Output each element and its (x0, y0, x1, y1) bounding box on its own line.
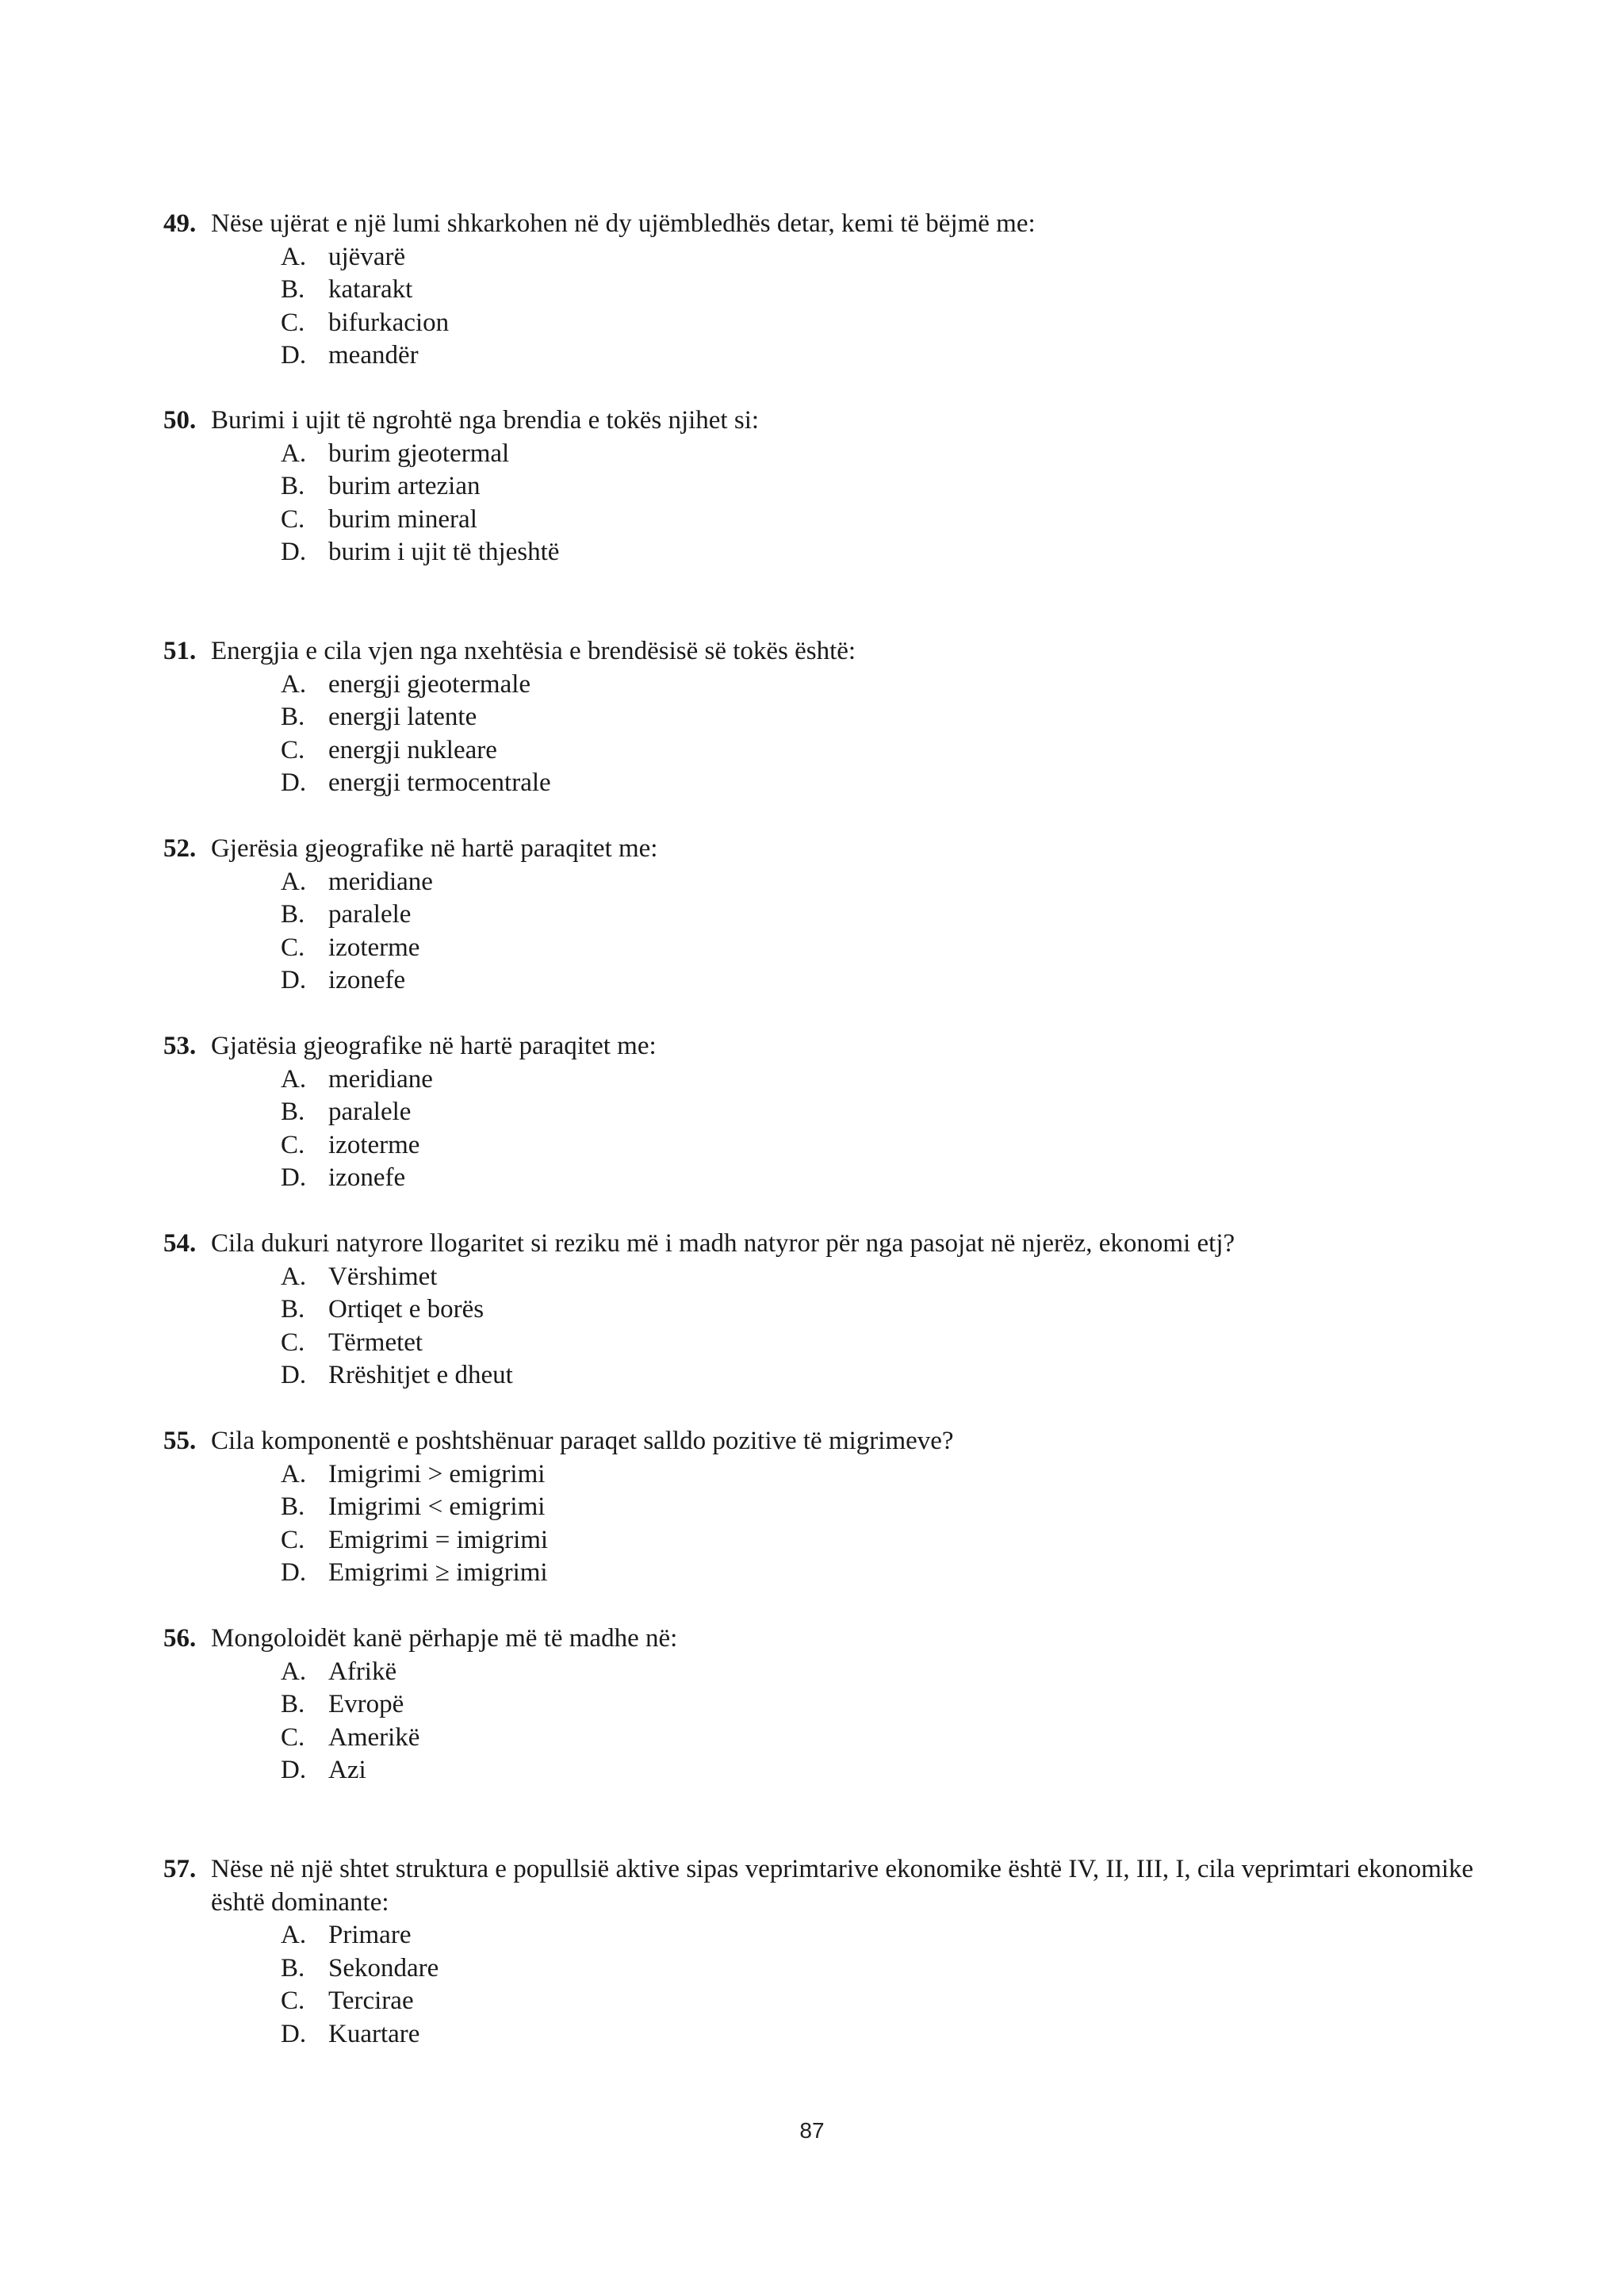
option-letter: D. (281, 2019, 307, 2048)
option-a (163, 438, 1496, 471)
question-header (163, 1853, 1496, 1919)
option-letter: B. (281, 1953, 305, 1983)
option-c (163, 932, 1496, 965)
option-a (163, 669, 1496, 702)
question-header (163, 1228, 1496, 1261)
question-text: Gjatësia gjeografike në hartë paraqitet me: (211, 1032, 657, 1060)
option-text: Sekondare (328, 1953, 439, 1983)
option-text: izoterme (328, 1130, 420, 1159)
option-letter: D. (281, 1558, 307, 1587)
option-letter: A. (281, 1459, 307, 1488)
question-51 (163, 635, 1496, 800)
option-list (163, 241, 1496, 373)
option-text: Primare (328, 1921, 412, 1949)
option-b (163, 274, 1496, 307)
option-b (163, 1688, 1496, 1722)
question-header (163, 1622, 1496, 1656)
question-52 (163, 833, 1496, 998)
question-number: 57. (163, 1855, 197, 1883)
option-letter: D. (281, 1756, 307, 1784)
question-text: Burimi i ujit të ngrohtë nga brendia e tokës njihet si: (211, 406, 760, 435)
option-letter: C. (281, 1525, 305, 1554)
option-text: Tërmetet (328, 1327, 423, 1357)
question-text: Nëse ujërat e një lumi shkarkohen në dy ujëmbledhës detar, kemi të bëjmë me: (211, 209, 1036, 238)
option-c (163, 1524, 1496, 1557)
option-b (163, 1293, 1496, 1327)
option-text: Vërshimet (328, 1262, 438, 1291)
option-d (163, 536, 1496, 569)
option-d (163, 964, 1496, 998)
option-letter: B. (281, 1690, 305, 1718)
question-text: Cila komponentë e poshtshënuar paraqet salldo pozitive të migrimeve? (211, 1427, 954, 1455)
question-number: 56. (163, 1624, 197, 1653)
option-a (163, 1919, 1496, 1952)
option-text: paralele (328, 900, 412, 929)
option-letter: D. (281, 538, 307, 566)
question-number: 55. (163, 1427, 197, 1455)
option-a (163, 1063, 1496, 1097)
option-letter: D. (281, 768, 307, 797)
option-letter: A. (281, 1657, 307, 1686)
question-49 (163, 208, 1496, 373)
option-text: ujëvarë (328, 242, 406, 271)
question-header (163, 208, 1496, 241)
option-letter: D. (281, 1361, 307, 1389)
option-text: izonefe (328, 1163, 406, 1192)
option-letter: C. (281, 933, 305, 962)
option-letter: C. (281, 735, 305, 764)
option-letter: A. (281, 669, 307, 699)
option-b (163, 1491, 1496, 1524)
option-letter: A. (281, 242, 307, 271)
option-text: Evropë (328, 1690, 404, 1718)
option-letter: C. (281, 1327, 305, 1357)
option-d (163, 1162, 1496, 1195)
option-letter: C. (281, 1986, 305, 2015)
option-c (163, 1327, 1496, 1360)
option-text: meandër (328, 341, 419, 370)
question-text: Gjerësia gjeografike në hartë paraqitet me: (211, 834, 658, 863)
question-header (163, 404, 1496, 438)
question-50 (163, 404, 1496, 569)
question-53 (163, 1030, 1496, 1195)
option-text: Rrëshitjet e dheut (328, 1361, 513, 1389)
option-text: Emigrimi = imigrimi (328, 1525, 549, 1554)
option-b (163, 701, 1496, 734)
option-list (163, 866, 1496, 998)
option-text: Emigrimi ≥ imigrimi (328, 1558, 548, 1587)
option-text: Tercirae (328, 1986, 414, 2015)
option-c (163, 504, 1496, 537)
option-text: bifurkacion (328, 308, 450, 337)
option-letter: B. (281, 703, 305, 731)
option-a (163, 241, 1496, 274)
option-b (163, 1952, 1496, 1986)
option-list (163, 1063, 1496, 1195)
option-d (163, 2018, 1496, 2052)
option-a (163, 866, 1496, 899)
question-number: 51. (163, 637, 197, 665)
option-letter: C. (281, 504, 305, 534)
option-letter: C. (281, 1130, 305, 1159)
option-text: burim gjeotermal (328, 439, 510, 468)
option-letter: A. (281, 439, 307, 468)
option-letter: C. (281, 308, 305, 337)
option-letter: B. (281, 900, 305, 929)
option-text: Imigrimi > emigrimi (328, 1459, 546, 1488)
option-c (163, 1129, 1496, 1163)
option-text: burim mineral (328, 504, 477, 534)
option-letter: B. (281, 1295, 305, 1324)
question-header (163, 635, 1496, 669)
question-text: Nëse në një shtet struktura e popullsië aktive sipas veprimtarive ekonomike është IV, II, III, I, cila veprimtari ekonomike është dominante: (211, 1855, 1474, 1917)
option-list (163, 1458, 1496, 1590)
question-text: Cila dukuri natyrore llogaritet si reziku më i madh natyror për nga pasojat në njerëz, ekonomi etj? (211, 1229, 1235, 1258)
option-letter: A. (281, 867, 307, 896)
question-header (163, 1030, 1496, 1063)
option-d (163, 1754, 1496, 1787)
option-b (163, 1096, 1496, 1129)
question-number: 54. (163, 1229, 197, 1258)
option-text: meridiane (328, 867, 433, 896)
option-text: Ortiqet e borës (328, 1295, 485, 1324)
option-c (163, 1985, 1496, 2018)
option-letter: A. (281, 1262, 307, 1291)
question-57 (163, 1853, 1496, 2051)
option-d (163, 1557, 1496, 1590)
option-d (163, 1359, 1496, 1393)
option-b (163, 898, 1496, 932)
option-c (163, 307, 1496, 340)
option-letter: D. (281, 1163, 307, 1192)
option-list (163, 1919, 1496, 2051)
option-list (163, 669, 1496, 800)
option-text: energji nukleare (328, 735, 497, 764)
option-letter: B. (281, 275, 305, 304)
option-text: izonefe (328, 966, 406, 994)
option-letter: C. (281, 1722, 305, 1752)
option-text: energji gjeotermale (328, 669, 531, 699)
option-c (163, 1722, 1496, 1755)
page-number: 87 (799, 2118, 825, 2143)
option-d (163, 339, 1496, 373)
question-number: 52. (163, 834, 197, 863)
option-letter: B. (281, 1098, 305, 1126)
option-text: burim i ujit të thjeshtë (328, 538, 560, 566)
option-text: energji latente (328, 703, 477, 731)
option-text: meridiane (328, 1064, 433, 1094)
question-55 (163, 1425, 1496, 1590)
option-text: katarakt (328, 275, 413, 304)
option-a (163, 1261, 1496, 1294)
option-text: paralele (328, 1098, 412, 1126)
option-a (163, 1458, 1496, 1492)
option-c (163, 734, 1496, 768)
question-header (163, 833, 1496, 866)
option-letter: D. (281, 966, 307, 994)
option-b (163, 470, 1496, 504)
option-letter: D. (281, 341, 307, 370)
option-text: Kuartare (328, 2019, 420, 2048)
option-letter: A. (281, 1064, 307, 1094)
question-text: Energjia e cila vjen nga nxehtësia e brendësisë së tokës është: (211, 637, 856, 665)
option-letter: A. (281, 1921, 307, 1949)
option-text: Amerikë (328, 1722, 420, 1752)
question-number: 49. (163, 209, 197, 238)
option-text: energji termocentrale (328, 768, 551, 797)
question-56 (163, 1622, 1496, 1787)
option-list (163, 438, 1496, 569)
option-text: izoterme (328, 933, 420, 962)
option-letter: B. (281, 1492, 305, 1521)
option-a (163, 1656, 1496, 1689)
option-list (163, 1261, 1496, 1393)
question-text: Mongoloidët kanë përhapje më të madhe në: (211, 1624, 678, 1653)
question-54 (163, 1228, 1496, 1393)
question-header (163, 1425, 1496, 1458)
option-letter: B. (281, 472, 305, 500)
option-text: Afrikë (328, 1657, 397, 1686)
option-text: Azi (328, 1756, 366, 1784)
option-text: Imigrimi < emigrimi (328, 1492, 546, 1521)
question-number: 53. (163, 1032, 197, 1060)
option-d (163, 767, 1496, 800)
option-list (163, 1656, 1496, 1787)
question-number: 50. (163, 406, 197, 435)
option-text: burim artezian (328, 472, 481, 500)
